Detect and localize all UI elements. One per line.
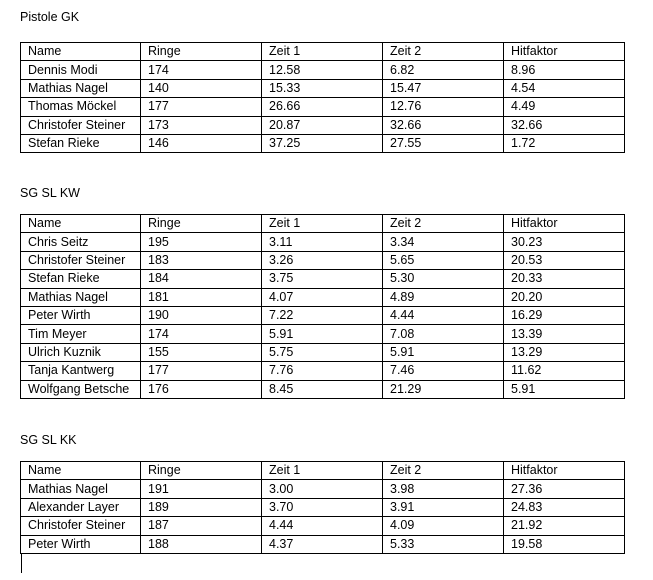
header-cell-zeit-1: Zeit 1 — [262, 43, 383, 61]
cell-zeit-2: 6.82 — [383, 61, 504, 79]
cell-ringe: 181 — [141, 288, 262, 306]
cell-zeit-2: 5.91 — [383, 343, 504, 361]
cell-hitfaktor: 13.39 — [504, 325, 625, 343]
cell-hitfaktor: 13.29 — [504, 343, 625, 361]
table-row — [21, 380, 625, 398]
cell-name: Christofer Steiner — [21, 251, 141, 269]
cell-zeit-1: 20.87 — [262, 116, 383, 134]
cell-zeit-1: 3.26 — [262, 251, 383, 269]
cell-hitfaktor: 8.96 — [504, 61, 625, 79]
cell-zeit-2: 5.33 — [383, 535, 504, 553]
cell-ringe: 189 — [141, 498, 262, 516]
table-header-row — [21, 462, 625, 480]
cell-zeit-1: 4.44 — [262, 517, 383, 535]
cell-zeit-2: 21.29 — [383, 380, 504, 398]
cell-ringe: 176 — [141, 380, 262, 398]
table-row — [21, 362, 625, 380]
table-row — [21, 306, 625, 324]
cell-zeit-2: 4.09 — [383, 517, 504, 535]
cell-name: Dennis Modi — [21, 61, 141, 79]
section-title-pistole-gk: Pistole GK — [20, 10, 80, 24]
cell-zeit-1: 8.45 — [262, 380, 383, 398]
cell-ringe: 183 — [141, 251, 262, 269]
cell-zeit-2: 5.30 — [383, 270, 504, 288]
header-cell-name: Name — [21, 462, 141, 480]
cell-zeit-2: 7.46 — [383, 362, 504, 380]
header-cell-ringe: Ringe — [141, 462, 262, 480]
cell-name: Stefan Rieke — [21, 270, 141, 288]
cell-ringe: 177 — [141, 98, 262, 116]
cell-hitfaktor: 16.29 — [504, 306, 625, 324]
cell-zeit-2: 15.47 — [383, 79, 504, 97]
cell-zeit-2: 27.55 — [383, 134, 504, 152]
cell-ringe: 146 — [141, 134, 262, 152]
table-row — [21, 134, 625, 152]
section-title-sg-sl-kk: SG SL KK — [20, 433, 77, 447]
cell-hitfaktor: 5.91 — [504, 380, 625, 398]
header-cell-zeit-1: Zeit 1 — [262, 215, 383, 233]
header-cell-zeit-1: Zeit 1 — [262, 462, 383, 480]
header-cell-zeit-2: Zeit 2 — [383, 215, 504, 233]
cell-zeit-2: 3.98 — [383, 480, 504, 498]
results-table-pistole-gk — [20, 42, 625, 153]
cell-hitfaktor: 20.20 — [504, 288, 625, 306]
table-row — [21, 251, 625, 269]
cell-name: Tim Meyer — [21, 325, 141, 343]
cell-name: Stefan Rieke — [21, 134, 141, 152]
cell-hitfaktor: 19.58 — [504, 535, 625, 553]
cell-zeit-1: 3.75 — [262, 270, 383, 288]
cell-zeit-2: 5.65 — [383, 251, 504, 269]
cell-hitfaktor: 21.92 — [504, 517, 625, 535]
cell-zeit-2: 7.08 — [383, 325, 504, 343]
table-row — [21, 325, 625, 343]
table-row — [21, 270, 625, 288]
table-row — [21, 535, 625, 553]
cell-zeit-1: 37.25 — [262, 134, 383, 152]
cell-name: Wolfgang Betsche — [21, 380, 141, 398]
table-row — [21, 517, 625, 535]
table-row — [21, 233, 625, 251]
cell-ringe: 177 — [141, 362, 262, 380]
table-row — [21, 498, 625, 516]
cell-ringe: 140 — [141, 79, 262, 97]
cell-zeit-2: 32.66 — [383, 116, 504, 134]
cell-name: Mathias Nagel — [21, 79, 141, 97]
cell-hitfaktor: 11.62 — [504, 362, 625, 380]
cell-hitfaktor: 24.83 — [504, 498, 625, 516]
cell-hitfaktor: 20.33 — [504, 270, 625, 288]
header-cell-hitfaktor: Hitfaktor — [504, 43, 625, 61]
cell-zeit-2: 4.89 — [383, 288, 504, 306]
table-header-row — [21, 215, 625, 233]
cell-name: Chris Seitz — [21, 233, 141, 251]
cell-hitfaktor: 27.36 — [504, 480, 625, 498]
cell-ringe: 174 — [141, 325, 262, 343]
cell-hitfaktor: 30.23 — [504, 233, 625, 251]
cell-ringe: 184 — [141, 270, 262, 288]
header-cell-name: Name — [21, 215, 141, 233]
cell-name: Christofer Steiner — [21, 517, 141, 535]
cell-name: Mathias Nagel — [21, 480, 141, 498]
cell-zeit-1: 3.00 — [262, 480, 383, 498]
table-row — [21, 116, 625, 134]
table-row — [21, 61, 625, 79]
cell-name: Peter Wirth — [21, 306, 141, 324]
cell-zeit-1: 7.22 — [262, 306, 383, 324]
cell-ringe: 195 — [141, 233, 262, 251]
table-row — [21, 98, 625, 116]
cell-name: Christofer Steiner — [21, 116, 141, 134]
cell-zeit-1: 26.66 — [262, 98, 383, 116]
table-row — [21, 79, 625, 97]
cell-zeit-1: 4.37 — [262, 535, 383, 553]
header-cell-ringe: Ringe — [141, 43, 262, 61]
cell-hitfaktor: 4.49 — [504, 98, 625, 116]
cell-zeit-1: 4.07 — [262, 288, 383, 306]
cell-zeit-1: 7.76 — [262, 362, 383, 380]
cell-zeit-2: 3.91 — [383, 498, 504, 516]
table-row — [21, 480, 625, 498]
cell-ringe: 174 — [141, 61, 262, 79]
header-cell-zeit-2: Zeit 2 — [383, 43, 504, 61]
cell-name: Thomas Möckel — [21, 98, 141, 116]
table-row — [21, 288, 625, 306]
cell-zeit-1: 3.70 — [262, 498, 383, 516]
cell-name: Tanja Kantwerg — [21, 362, 141, 380]
cell-zeit-1: 15.33 — [262, 79, 383, 97]
cell-hitfaktor: 32.66 — [504, 116, 625, 134]
header-cell-name: Name — [21, 43, 141, 61]
cell-name: Alexander Layer — [21, 498, 141, 516]
results-table-sg-sl-kw — [20, 214, 625, 399]
cell-ringe: 188 — [141, 535, 262, 553]
cell-zeit-1: 5.75 — [262, 343, 383, 361]
table-header-row — [21, 43, 625, 61]
cell-hitfaktor: 1.72 — [504, 134, 625, 152]
cell-ringe: 173 — [141, 116, 262, 134]
cell-hitfaktor: 4.54 — [504, 79, 625, 97]
results-table-sg-sl-kk — [20, 461, 625, 554]
cell-zeit-2: 3.34 — [383, 233, 504, 251]
cell-zeit-2: 4.44 — [383, 306, 504, 324]
text-cursor — [21, 554, 22, 573]
cell-zeit-1: 3.11 — [262, 233, 383, 251]
header-cell-ringe: Ringe — [141, 215, 262, 233]
cell-name: Ulrich Kuznik — [21, 343, 141, 361]
header-cell-hitfaktor: Hitfaktor — [504, 215, 625, 233]
cell-ringe: 187 — [141, 517, 262, 535]
cell-name: Peter Wirth — [21, 535, 141, 553]
cell-ringe: 190 — [141, 306, 262, 324]
cell-ringe: 155 — [141, 343, 262, 361]
section-title-sg-sl-kw: SG SL KW — [20, 186, 80, 200]
cell-zeit-1: 5.91 — [262, 325, 383, 343]
cell-zeit-1: 12.58 — [262, 61, 383, 79]
cell-hitfaktor: 20.53 — [504, 251, 625, 269]
header-cell-hitfaktor: Hitfaktor — [504, 462, 625, 480]
table-row — [21, 343, 625, 361]
header-cell-zeit-2: Zeit 2 — [383, 462, 504, 480]
cell-ringe: 191 — [141, 480, 262, 498]
cell-name: Mathias Nagel — [21, 288, 141, 306]
cell-zeit-2: 12.76 — [383, 98, 504, 116]
